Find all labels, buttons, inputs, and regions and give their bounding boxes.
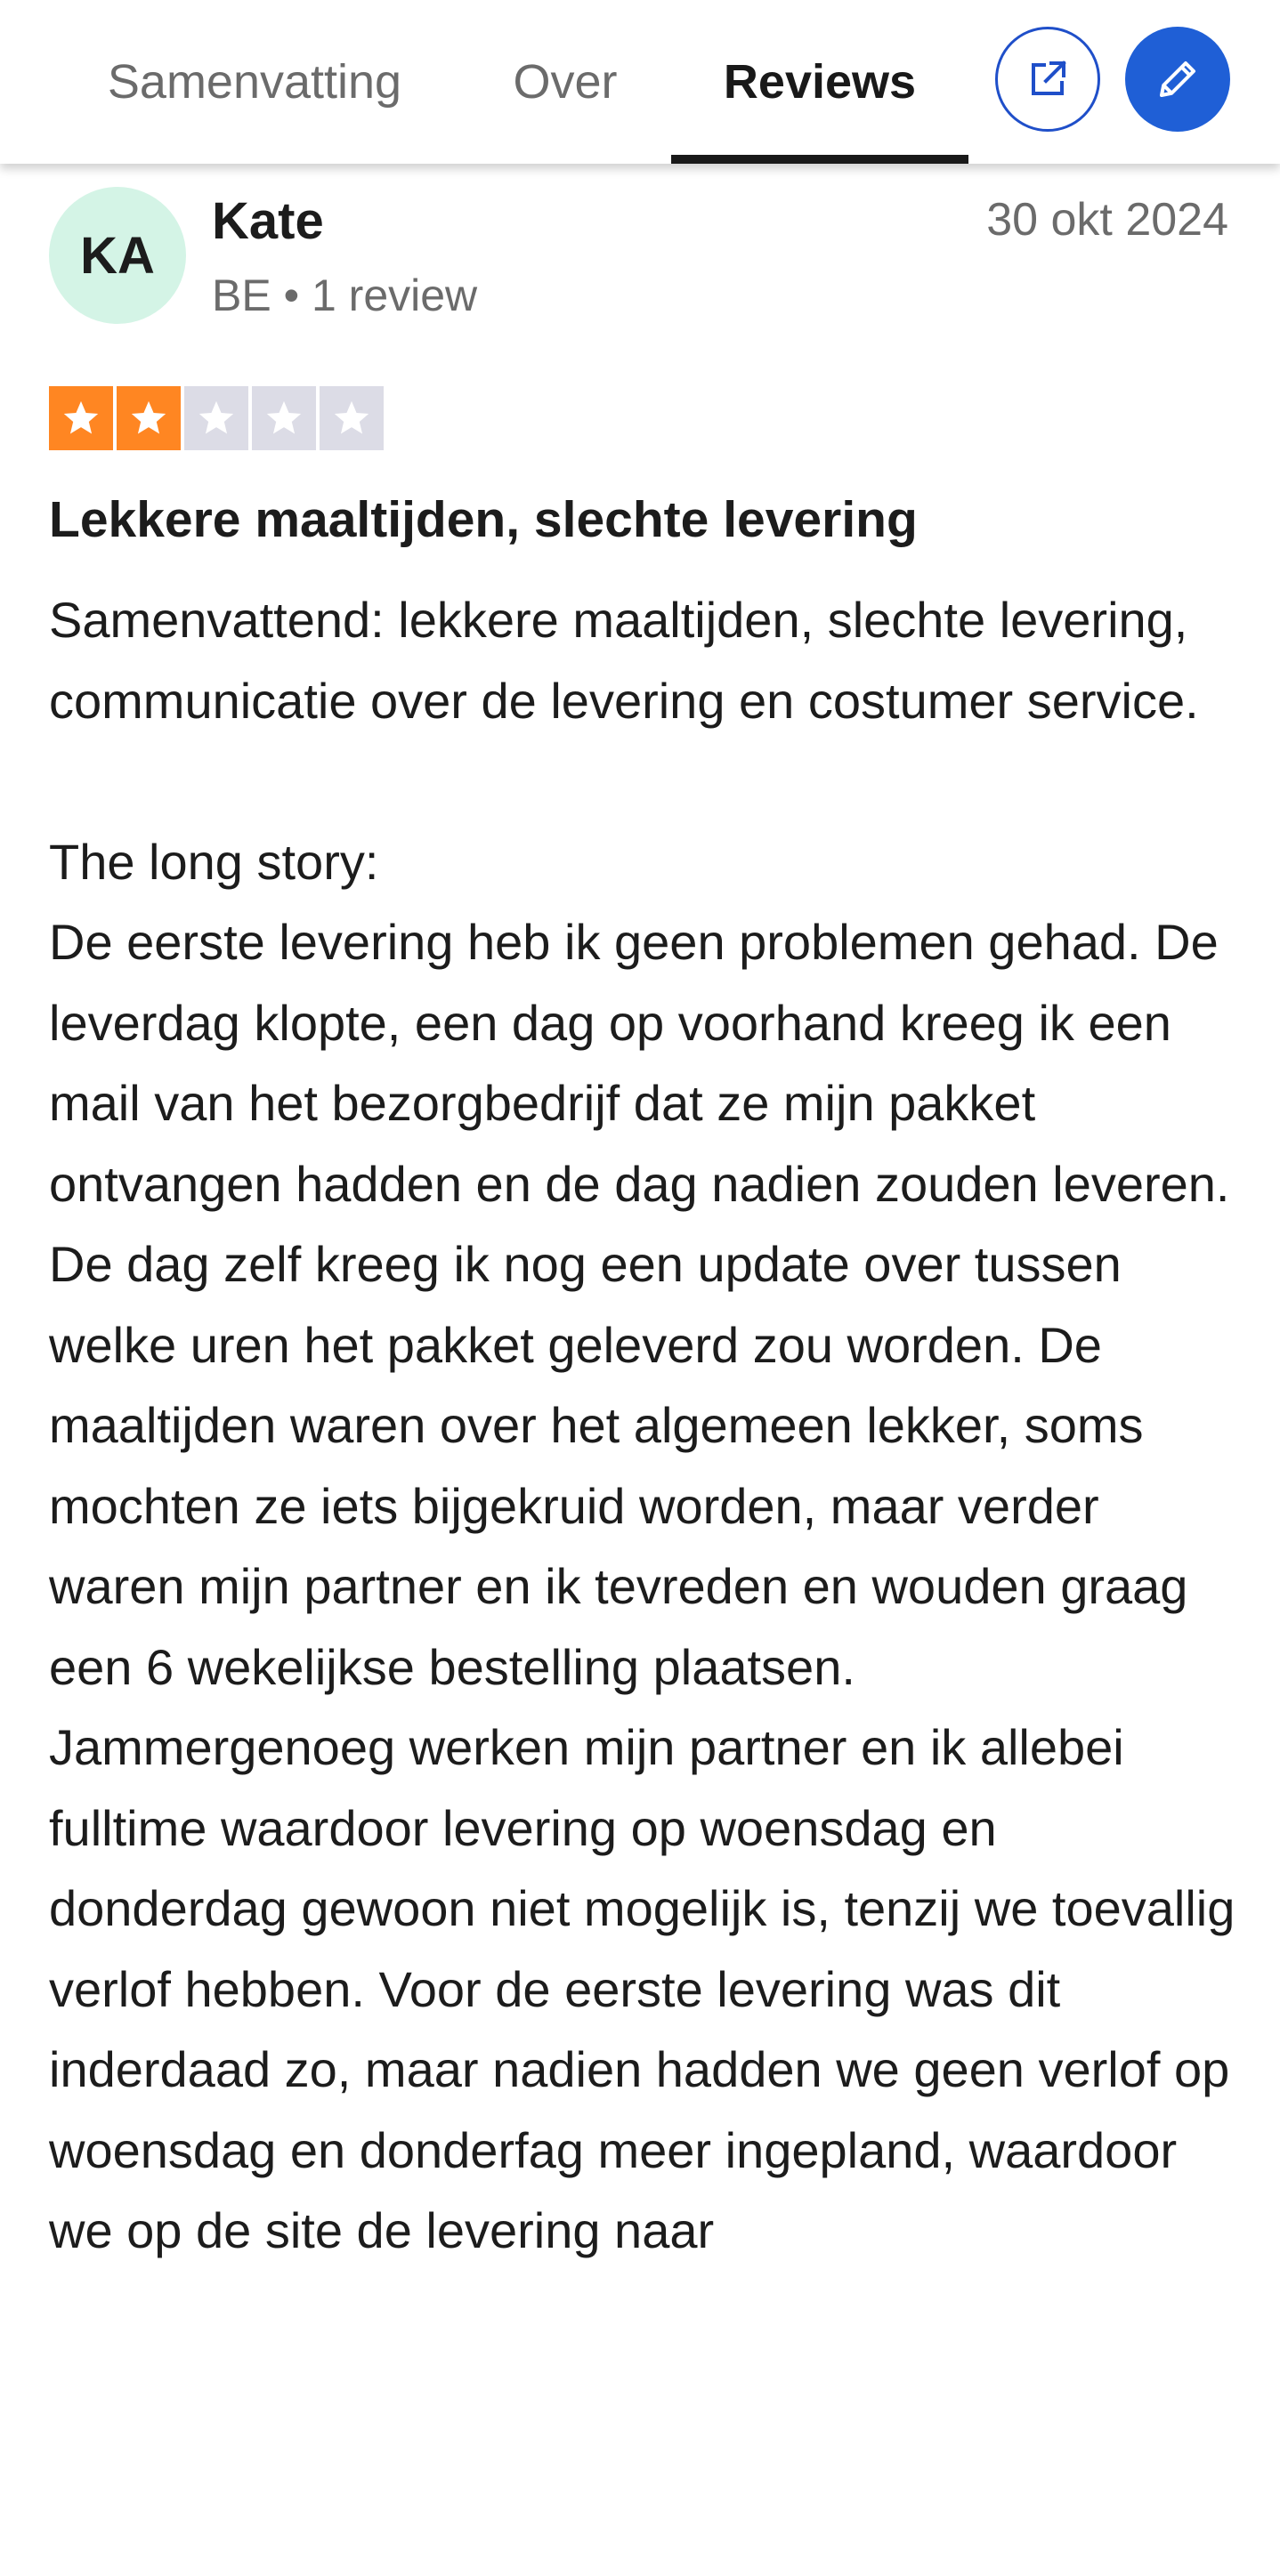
- author-meta: BE • 1 review: [212, 271, 478, 320]
- tab-about-label: Over: [513, 55, 618, 109]
- tab-summary-label: Samenvatting: [107, 55, 402, 109]
- share-button[interactable]: [995, 27, 1100, 132]
- star-icon: [184, 386, 248, 450]
- pencil-icon: [1154, 55, 1202, 103]
- active-tab-indicator: [671, 155, 968, 164]
- tab-about[interactable]: [498, 0, 632, 164]
- write-review-button[interactable]: [1125, 27, 1230, 132]
- review-body: Samenvattend: lekkere maaltijden, slechte levering, communicatie over de levering en costumer service. The long story: De eerste levering heb ik geen problemen gehad. De leverdag klopte, een dag op voorhand kreeg ik een mail van het bezorgbedrijf dat ze mijn pakket ontvangen hadden en de dag nadien zouden leveren. De dag zelf kreeg ik nog een update over tussen welke uren het pakket geleverd zou worden. De maaltijden waren over het algemeen lekker, soms mochten ze iets bijgekruid worden, maar verder waren mijn partner en ik tevreden en wouden graag een 6 wekelijkse bestelling plaatsen. Jammergenoeg werken mijn partner en ik allebei fulltime waardoor levering op woensdag en donderdag gewoon niet mogelijk is, tenzij we toevallig verlof hebben. Voor de eerste levering was dit inderdaad zo, maar nadien hadden we geen verlof op woensdag en donderfag meer ingepland, waardoor we op de site de levering naar: [49, 592, 1235, 2258]
- review-title[interactable]: Lekkere maaltijden, slechte levering: [49, 491, 918, 548]
- star-icon: [49, 386, 113, 450]
- avatar-initials: KA: [80, 226, 155, 285]
- author-name[interactable]: Kate: [212, 192, 324, 250]
- tab-bar: [0, 0, 1280, 164]
- tab-reviews[interactable]: [671, 0, 968, 164]
- star-rating: [49, 386, 384, 450]
- tab-reviews-label: Reviews: [723, 55, 917, 109]
- star-icon: [252, 386, 316, 450]
- tab-summary[interactable]: [89, 0, 420, 164]
- external-link-icon: [1026, 58, 1069, 101]
- star-icon: [320, 386, 384, 450]
- star-icon: [117, 386, 181, 450]
- review-date: 30 okt 2024: [986, 194, 1228, 246]
- avatar[interactable]: [49, 187, 186, 324]
